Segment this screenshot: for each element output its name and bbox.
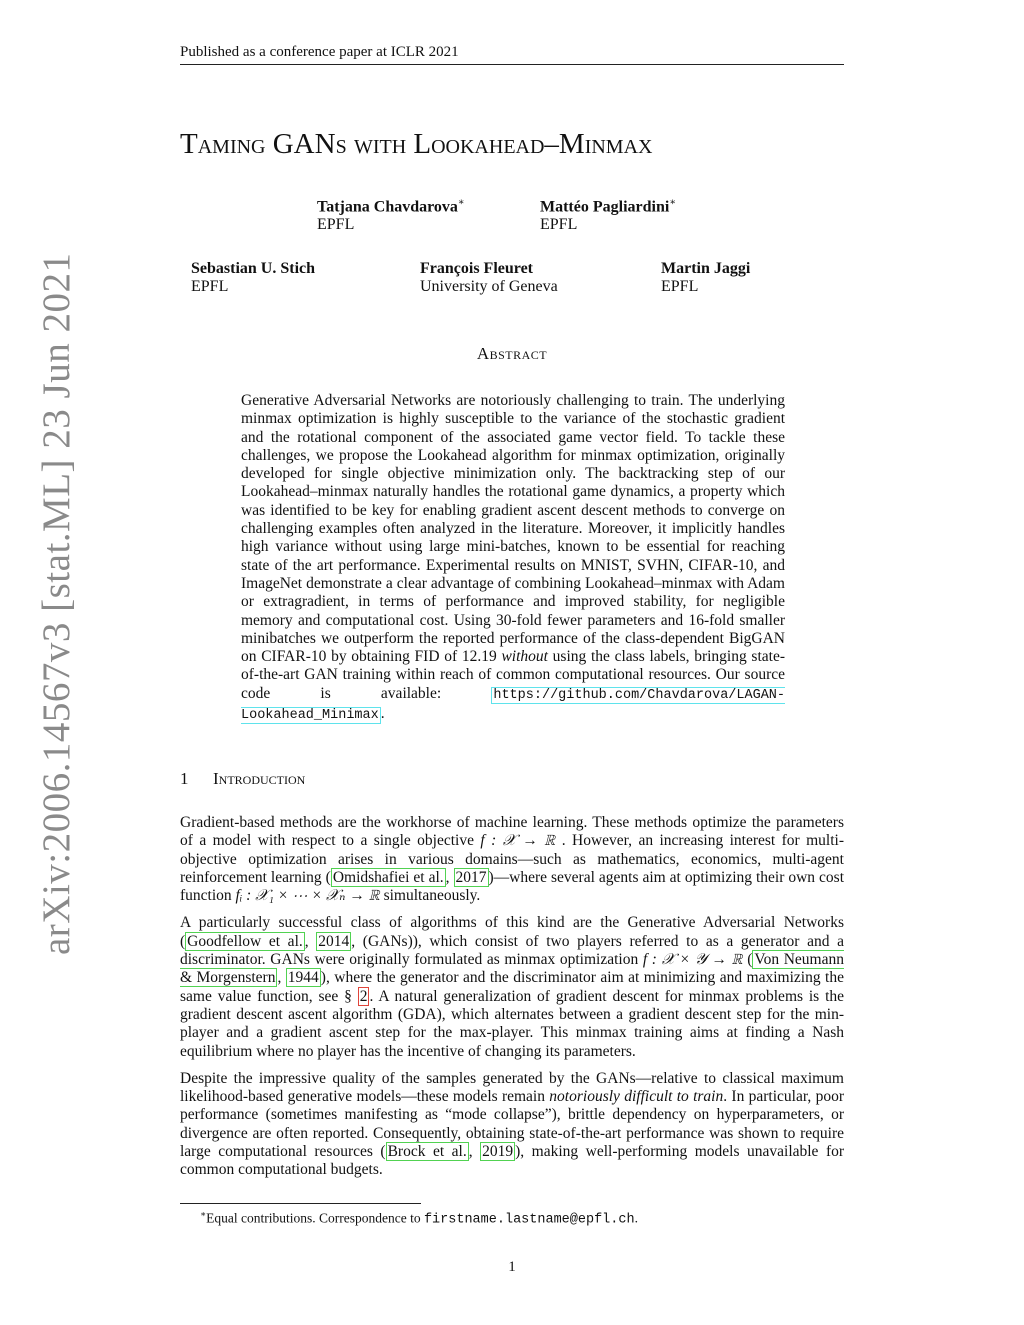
arxiv-watermark: arXiv:2006.14567v3 [stat.ML] 23 Jun 2021	[35, 252, 78, 955]
author-name: Tatjana Chavdarova	[317, 198, 458, 216]
paragraph-text: )—where several agents aim at optimizing their own cost function	[180, 868, 845, 905]
abstract-text: using the class labels, bringing state-of-the-art GAN training within reach of common computational resources. Our source code is available:	[241, 648, 785, 702]
abstract-heading: Abstract	[476, 344, 548, 363]
section-heading	[180, 769, 305, 789]
footnote-divider	[180, 1203, 421, 1204]
paragraph-text: , (GANs)), which consist of two players referred to as a generator and a discriminator. GANs were originally formulated as minmax optimization	[180, 932, 845, 969]
paragraph	[180, 1070, 844, 1180]
author-block	[540, 194, 676, 234]
conference-header: Published as a conference paper at ICLR 2021	[180, 44, 844, 65]
author-name: François Fleuret	[420, 260, 534, 277]
math-expression: f : 𝒳 → ℝ	[480, 832, 556, 850]
author-affiliation: EPFL	[317, 216, 355, 234]
paragraph	[180, 914, 844, 1060]
paragraph-text: ,	[304, 932, 317, 950]
abstract-text: .	[380, 705, 385, 723]
citation-link[interactable]: 2019	[482, 1143, 514, 1161]
paragraph-text: ,	[277, 969, 286, 987]
citation-link[interactable]: 2014	[318, 932, 350, 950]
introduction-body	[180, 814, 844, 1189]
paragraph-text: ), where the generator and the discriminator aim at minimizing and maximizing the same value function, see §	[180, 969, 844, 1005]
abstract-body	[241, 392, 785, 725]
section-title: Introduction	[213, 769, 306, 788]
paragraph	[180, 814, 844, 905]
author-name: Sebastian U. Stich	[191, 260, 316, 277]
footnote-text: Equal contributions. Correspondence to	[206, 1210, 424, 1226]
author-affiliation: EPFL	[661, 278, 699, 295]
citation-link[interactable]: 2017	[455, 868, 487, 886]
author-affiliation: EPFL	[540, 216, 578, 234]
citation-link[interactable]: Von Neumann & Morgenstern	[180, 951, 844, 987]
paragraph-text: (	[742, 951, 753, 969]
paragraph-text: ), making well-performing models unavailable for common computational budgets.	[180, 1143, 845, 1179]
author-affiliation: EPFL	[191, 278, 229, 295]
paragraph-text: simultaneously.	[379, 887, 481, 905]
author-mark: ∗	[669, 197, 677, 208]
citation-link[interactable]: Omidshafiei et al.	[332, 868, 444, 886]
author-block	[317, 194, 465, 234]
author-block	[420, 260, 558, 296]
author-name: Mattéo Pagliardini	[540, 198, 670, 216]
paragraph-text: ,	[445, 868, 454, 886]
math-expression: fᵢ : 𝒳₁ × ⋯ × 𝒳ₙ → ℝ	[235, 887, 380, 905]
author-affiliation: University of Geneva	[420, 278, 558, 295]
footnote-mark: ∗	[200, 1209, 207, 1219]
citation-link[interactable]: Brock et al.	[387, 1143, 467, 1161]
paragraph-text: . A natural generalization of gradient descent for minmax problems is the gradient descent ascent algorithm (GDA), which alternates between a gradient descent step for the min-player and a gradient ascent step for the max-player. This minmax training aims at finding a Nash equilibrium where no player has the incentive of changing its parameters.	[180, 987, 845, 1060]
citation-link[interactable]: 1944	[287, 969, 319, 987]
paragraph-text: ,	[468, 1143, 481, 1161]
paragraph-text: . In particular, poor performance (sometimes manifesting as “mode collapse”), brittle dependency on hyperparameters, or divergence are often reported. Consequently, obtaining state-of-the-art performance was shown to require large computational resources (	[180, 1088, 844, 1161]
author-block	[191, 260, 315, 296]
citation-link[interactable]: Goodfellow et al.	[187, 932, 303, 950]
paragraph-text: Gradient-based methods are the workhorse of machine learning. These methods optimize the parameters of a model with respect to a single objective	[180, 814, 844, 850]
source-code-link[interactable]: https://github.com/Chavdarova/LAGAN-Lookahead_Minimax	[241, 687, 786, 724]
footnote	[200, 1209, 638, 1228]
footnote-text: .	[634, 1210, 638, 1226]
abstract-emphasis: without	[501, 648, 548, 666]
paragraph-text: Despite the impressive quality of the samples generated by the GANs—relative to classical maximum likelihood-based generative models—these models remain	[180, 1069, 844, 1106]
emphasis-text: notoriously difficult to train	[549, 1088, 724, 1106]
author-name: Martin Jaggi	[661, 260, 751, 277]
paragraph-text: A particularly successful class of algorithms of this kind are the Generative Adversarial Networks (	[180, 914, 844, 950]
page-number: 1	[508, 1259, 516, 1275]
paragraph-text: . However, an increasing interest for multi-objective optimization arises in various domains—such as mathematics, economics, multi-agent reinforcement learning (	[180, 832, 844, 886]
contact-email: firstname.lastname@epfl.ch	[423, 1212, 635, 1228]
author-mark: ∗	[457, 197, 465, 208]
author-block	[661, 260, 750, 296]
abstract-text: Generative Adversarial Networks are notoriously challenging to train. The underlying minmax optimization is highly susceptible to the variance of the stochastic gradient and the rotational component of the associated game vector field. To tackle these challenges, we propose the Lookahead algorithm for minmax optimization, originally developed for single objective minimization only. The backtracking step of our Lookahead–minmax naturally handles the rotational game dynamics, a property which was identified to be key for enabling gradient ascent descent methods to converge on challenging examples often analyzed in the literature. Moreover, it implicitly handles high variance without using large mini-batches, known to be essential for reaching state of the art performance. Experimental results on MNIST, SVHN, CIFAR-10, and ImageNet demonstrate a clear advantage of combining Lookahead–minmax with Adam or extragradient, in terms of performance and improved stability, for negligible memory and computational cost. Using 30-fold fewer parameters and 16-fold smaller minibatches we outperform the reported performance of the class-dependent BigGAN on CIFAR-10 by obtaining FID of 12.19	[241, 392, 785, 666]
math-expression: f : 𝒳 × 𝒴 → ℝ	[642, 951, 743, 969]
section-number: 1	[180, 769, 189, 788]
paper-title: Taming GANs with Lookahead–Minmax	[180, 128, 653, 160]
section-reference-link[interactable]: 2	[359, 987, 368, 1005]
